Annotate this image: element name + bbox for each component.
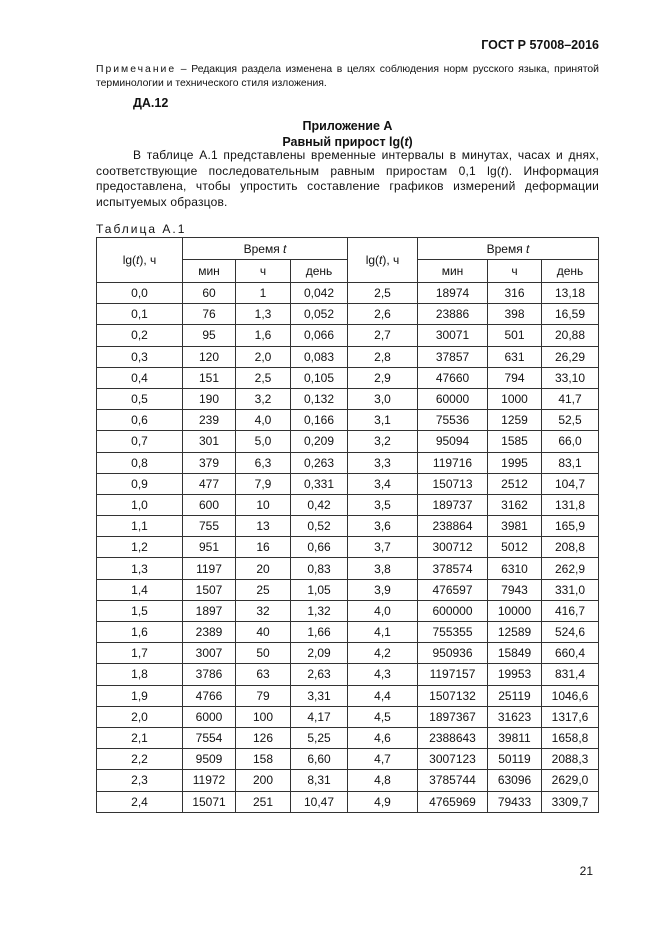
cell-lg-right: 2,8 xyxy=(348,346,418,367)
table-body xyxy=(97,283,599,813)
cell-min-right: 600000 xyxy=(418,600,488,621)
cell-lg-right: 4,9 xyxy=(348,791,418,812)
cell-lg-left: 2,3 xyxy=(97,770,183,791)
cell-hour-left: 32 xyxy=(236,600,291,621)
cell-day-left: 0,066 xyxy=(291,325,348,346)
cell-day-right: 20,88 xyxy=(542,325,599,346)
cell-min-left: 379 xyxy=(183,452,236,473)
cell-min-left: 120 xyxy=(183,346,236,367)
cell-day-left: 0,105 xyxy=(291,367,348,388)
cell-hour-right: 3981 xyxy=(488,516,542,537)
cell-hour-left: 50 xyxy=(236,643,291,664)
cell-lg-right: 4,5 xyxy=(348,706,418,727)
cell-day-left: 5,25 xyxy=(291,727,348,748)
cell-day-right: 831,4 xyxy=(542,664,599,685)
cell-day-left: 0,132 xyxy=(291,388,348,409)
cell-day-left: 0,042 xyxy=(291,283,348,304)
cell-min-left: 190 xyxy=(183,388,236,409)
cell-lg-left: 0,6 xyxy=(97,410,183,431)
table-row xyxy=(97,600,599,621)
cell-hour-left: 200 xyxy=(236,770,291,791)
cell-hour-right: 1259 xyxy=(488,410,542,431)
cell-lg-right: 3,4 xyxy=(348,473,418,494)
table-row xyxy=(97,431,599,452)
cell-day-right: 660,4 xyxy=(542,643,599,664)
cell-day-right: 131,8 xyxy=(542,494,599,515)
cell-min-left: 95 xyxy=(183,325,236,346)
cell-day-right: 66,0 xyxy=(542,431,599,452)
cell-lg-left: 0,4 xyxy=(97,367,183,388)
cell-min-right: 75536 xyxy=(418,410,488,431)
cell-min-right: 476597 xyxy=(418,579,488,600)
cell-day-left: 0,66 xyxy=(291,537,348,558)
cell-hour-left: 79 xyxy=(236,685,291,706)
cell-day-right: 3309,7 xyxy=(542,791,599,812)
cell-day-left: 8,31 xyxy=(291,770,348,791)
subtitle-var: t xyxy=(404,135,409,149)
cell-hour-left: 13 xyxy=(236,516,291,537)
cell-lg-left: 0,9 xyxy=(97,473,183,494)
table-row xyxy=(97,537,599,558)
cell-hour-right: 501 xyxy=(488,325,542,346)
table-row xyxy=(97,325,599,346)
cell-hour-right: 2512 xyxy=(488,473,542,494)
cell-day-right: 2629,0 xyxy=(542,770,599,791)
cell-min-left: 76 xyxy=(183,304,236,325)
cell-hour-left: 158 xyxy=(236,749,291,770)
cell-hour-right: 398 xyxy=(488,304,542,325)
cell-min-right: 1197157 xyxy=(418,664,488,685)
cell-min-right: 95094 xyxy=(418,431,488,452)
paragraph-part2: ). Информация предоставлена, чтобы упростить составление графиков измерений деформации испытуемых образцов. xyxy=(96,163,599,209)
cell-hour-right: 3162 xyxy=(488,494,542,515)
cell-lg-right: 2,9 xyxy=(348,367,418,388)
cell-day-right: 524,6 xyxy=(542,622,599,643)
header-min-right: мин xyxy=(418,260,488,283)
table-row xyxy=(97,727,599,748)
cell-min-left: 11972 xyxy=(183,770,236,791)
cell-lg-right: 3,0 xyxy=(348,388,418,409)
cell-lg-left: 0,7 xyxy=(97,431,183,452)
cell-min-right: 47660 xyxy=(418,367,488,388)
cell-hour-left: 25 xyxy=(236,579,291,600)
cell-hour-right: 7943 xyxy=(488,579,542,600)
note-label: Примечание xyxy=(96,64,177,75)
cell-min-right: 378574 xyxy=(418,558,488,579)
header-day-right: день xyxy=(542,260,599,283)
cell-lg-right: 4,3 xyxy=(348,664,418,685)
cell-min-left: 3007 xyxy=(183,643,236,664)
document-code: ГОСТ Р 57008–2016 xyxy=(481,38,599,52)
cell-min-left: 951 xyxy=(183,537,236,558)
table-row xyxy=(97,791,599,812)
cell-day-right: 1658,8 xyxy=(542,727,599,748)
cell-hour-right: 19953 xyxy=(488,664,542,685)
cell-min-right: 1507132 xyxy=(418,685,488,706)
cell-day-left: 2,09 xyxy=(291,643,348,664)
paragraph-part1: В таблице А.1 представлены временные интервалы в минутах, часах и днях, соответствующие последовательным равным приростам 0,1 lg( xyxy=(96,148,599,178)
cell-lg-left: 1,8 xyxy=(97,664,183,685)
cell-day-left: 6,60 xyxy=(291,749,348,770)
cell-lg-left: 1,9 xyxy=(97,685,183,706)
cell-min-right: 18974 xyxy=(418,283,488,304)
cell-lg-left: 0,5 xyxy=(97,388,183,409)
cell-hour-right: 10000 xyxy=(488,600,542,621)
cell-day-right: 33,10 xyxy=(542,367,599,388)
cell-min-right: 755355 xyxy=(418,622,488,643)
cell-min-right: 23886 xyxy=(418,304,488,325)
cell-lg-left: 1,7 xyxy=(97,643,183,664)
cell-min-left: 239 xyxy=(183,410,236,431)
cell-lg-left: 0,3 xyxy=(97,346,183,367)
cell-lg-right: 3,6 xyxy=(348,516,418,537)
cell-min-left: 151 xyxy=(183,367,236,388)
table-row xyxy=(97,685,599,706)
cell-day-left: 1,66 xyxy=(291,622,348,643)
cell-lg-right: 2,6 xyxy=(348,304,418,325)
cell-lg-left: 1,6 xyxy=(97,622,183,643)
cell-lg-right: 3,1 xyxy=(348,410,418,431)
cell-min-right: 300712 xyxy=(418,537,488,558)
table-row xyxy=(97,622,599,643)
cell-lg-right: 4,2 xyxy=(348,643,418,664)
cell-hour-right: 63096 xyxy=(488,770,542,791)
cell-min-left: 9509 xyxy=(183,749,236,770)
cell-lg-right: 4,7 xyxy=(348,749,418,770)
cell-min-right: 60000 xyxy=(418,388,488,409)
cell-min-right: 3007123 xyxy=(418,749,488,770)
cell-hour-right: 1585 xyxy=(488,431,542,452)
cell-hour-right: 316 xyxy=(488,283,542,304)
cell-day-left: 0,42 xyxy=(291,494,348,515)
cell-hour-right: 25119 xyxy=(488,685,542,706)
cell-hour-right: 12589 xyxy=(488,622,542,643)
cell-min-right: 4765969 xyxy=(418,791,488,812)
table-row xyxy=(97,304,599,325)
cell-lg-right: 3,5 xyxy=(348,494,418,515)
table-row xyxy=(97,770,599,791)
cell-min-right: 1897367 xyxy=(418,706,488,727)
cell-day-left: 0,83 xyxy=(291,558,348,579)
table-row xyxy=(97,579,599,600)
cell-hour-left: 63 xyxy=(236,664,291,685)
cell-hour-right: 1000 xyxy=(488,388,542,409)
cell-lg-right: 3,7 xyxy=(348,537,418,558)
cell-day-right: 26,29 xyxy=(542,346,599,367)
cell-min-left: 6000 xyxy=(183,706,236,727)
cell-hour-left: 20 xyxy=(236,558,291,579)
table-row xyxy=(97,410,599,431)
header-hour-right: ч xyxy=(488,260,542,283)
cell-day-left: 0,52 xyxy=(291,516,348,537)
cell-hour-left: 3,2 xyxy=(236,388,291,409)
page-number: 21 xyxy=(579,864,593,878)
cell-hour-left: 251 xyxy=(236,791,291,812)
table-row xyxy=(97,558,599,579)
cell-min-right: 950936 xyxy=(418,643,488,664)
cell-day-left: 0,209 xyxy=(291,431,348,452)
table-row xyxy=(97,473,599,494)
cell-day-left: 0,052 xyxy=(291,304,348,325)
cell-day-right: 104,7 xyxy=(542,473,599,494)
table-row xyxy=(97,494,599,515)
cell-min-left: 3786 xyxy=(183,664,236,685)
intro-paragraph xyxy=(96,148,599,210)
cell-hour-right: 6310 xyxy=(488,558,542,579)
editorial-note xyxy=(96,63,599,91)
cell-day-right: 331,0 xyxy=(542,579,599,600)
cell-lg-left: 1,3 xyxy=(97,558,183,579)
cell-hour-left: 40 xyxy=(236,622,291,643)
cell-hour-left: 1,3 xyxy=(236,304,291,325)
cell-day-left: 1,32 xyxy=(291,600,348,621)
appendix-title: Приложение А xyxy=(302,119,393,133)
time-intervals-table xyxy=(96,237,599,813)
cell-min-right: 119716 xyxy=(418,452,488,473)
cell-day-left: 0,083 xyxy=(291,346,348,367)
cell-min-right: 238864 xyxy=(418,516,488,537)
cell-day-left: 0,331 xyxy=(291,473,348,494)
cell-min-right: 150713 xyxy=(418,473,488,494)
cell-lg-right: 4,1 xyxy=(348,622,418,643)
cell-hour-left: 1,6 xyxy=(236,325,291,346)
cell-min-left: 1507 xyxy=(183,579,236,600)
cell-lg-left: 0,0 xyxy=(97,283,183,304)
cell-hour-right: 5012 xyxy=(488,537,542,558)
cell-hour-left: 4,0 xyxy=(236,410,291,431)
subtitle-prefix: Равный прирост lg( xyxy=(282,135,405,149)
cell-lg-left: 0,1 xyxy=(97,304,183,325)
header-day-left: день xyxy=(291,260,348,283)
cell-day-left: 1,05 xyxy=(291,579,348,600)
cell-day-right: 208,8 xyxy=(542,537,599,558)
cell-lg-left: 1,4 xyxy=(97,579,183,600)
cell-lg-right: 4,4 xyxy=(348,685,418,706)
header-time-right: Время t xyxy=(418,238,599,260)
cell-day-right: 262,9 xyxy=(542,558,599,579)
cell-lg-left: 0,8 xyxy=(97,452,183,473)
cell-day-left: 2,63 xyxy=(291,664,348,685)
cell-hour-left: 7,9 xyxy=(236,473,291,494)
header-hour-left: ч xyxy=(236,260,291,283)
cell-hour-right: 79433 xyxy=(488,791,542,812)
cell-lg-right: 4,0 xyxy=(348,600,418,621)
cell-hour-left: 6,3 xyxy=(236,452,291,473)
cell-hour-right: 1995 xyxy=(488,452,542,473)
cell-hour-left: 10 xyxy=(236,494,291,515)
cell-hour-left: 16 xyxy=(236,537,291,558)
cell-day-left: 0,166 xyxy=(291,410,348,431)
cell-hour-left: 2,5 xyxy=(236,367,291,388)
cell-lg-left: 2,2 xyxy=(97,749,183,770)
cell-day-right: 83,1 xyxy=(542,452,599,473)
note-text: – Редакция раздела изменена в целях соблюдения норм русского языка, принятой терминологии и технического стиля изложения. xyxy=(96,64,599,89)
cell-lg-right: 2,7 xyxy=(348,325,418,346)
table-row xyxy=(97,283,599,304)
cell-day-right: 13,18 xyxy=(542,283,599,304)
table-row xyxy=(97,388,599,409)
cell-min-left: 301 xyxy=(183,431,236,452)
cell-min-left: 600 xyxy=(183,494,236,515)
cell-min-left: 755 xyxy=(183,516,236,537)
subtitle-suffix: ) xyxy=(408,135,413,149)
cell-lg-right: 4,8 xyxy=(348,770,418,791)
cell-min-left: 1197 xyxy=(183,558,236,579)
cell-hour-left: 2,0 xyxy=(236,346,291,367)
table-row xyxy=(97,643,599,664)
table-row xyxy=(97,664,599,685)
paragraph-var: t xyxy=(501,163,505,178)
table-row xyxy=(97,367,599,388)
table-caption: Таблица А.1 xyxy=(96,222,187,236)
cell-min-left: 2389 xyxy=(183,622,236,643)
cell-lg-right: 4,6 xyxy=(348,727,418,748)
cell-lg-left: 1,5 xyxy=(97,600,183,621)
cell-lg-left: 1,1 xyxy=(97,516,183,537)
cell-hour-left: 126 xyxy=(236,727,291,748)
cell-lg-left: 2,4 xyxy=(97,791,183,812)
header-min-left: мин xyxy=(183,260,236,283)
cell-lg-right: 3,9 xyxy=(348,579,418,600)
cell-day-right: 416,7 xyxy=(542,600,599,621)
cell-lg-left: 2,1 xyxy=(97,727,183,748)
cell-day-left: 10,47 xyxy=(291,791,348,812)
cell-lg-left: 1,0 xyxy=(97,494,183,515)
cell-day-left: 4,17 xyxy=(291,706,348,727)
cell-day-left: 0,263 xyxy=(291,452,348,473)
cell-day-right: 1317,6 xyxy=(542,706,599,727)
cell-hour-left: 1 xyxy=(236,283,291,304)
cell-min-left: 15071 xyxy=(183,791,236,812)
cell-min-right: 37857 xyxy=(418,346,488,367)
table-row xyxy=(97,706,599,727)
cell-min-right: 3785744 xyxy=(418,770,488,791)
cell-day-right: 16,59 xyxy=(542,304,599,325)
cell-min-right: 189737 xyxy=(418,494,488,515)
table-row xyxy=(97,516,599,537)
table-row xyxy=(97,346,599,367)
cell-hour-right: 31623 xyxy=(488,706,542,727)
table-row xyxy=(97,452,599,473)
cell-min-right: 2388643 xyxy=(418,727,488,748)
header-lg-right: lg(t), ч xyxy=(348,238,418,283)
cell-lg-right: 3,2 xyxy=(348,431,418,452)
cell-min-left: 7554 xyxy=(183,727,236,748)
cell-day-right: 2088,3 xyxy=(542,749,599,770)
cell-lg-left: 2,0 xyxy=(97,706,183,727)
cell-hour-right: 50119 xyxy=(488,749,542,770)
cell-min-left: 4766 xyxy=(183,685,236,706)
cell-lg-right: 2,5 xyxy=(348,283,418,304)
cell-day-right: 52,5 xyxy=(542,410,599,431)
section-number: ДА.12 xyxy=(133,96,169,110)
cell-day-right: 165,9 xyxy=(542,516,599,537)
cell-hour-left: 100 xyxy=(236,706,291,727)
cell-lg-left: 0,2 xyxy=(97,325,183,346)
cell-hour-right: 631 xyxy=(488,346,542,367)
cell-hour-right: 15849 xyxy=(488,643,542,664)
cell-day-right: 41,7 xyxy=(542,388,599,409)
appendix-heading xyxy=(96,118,599,150)
header-lg-left: lg(t), ч xyxy=(97,238,183,283)
cell-min-right: 30071 xyxy=(418,325,488,346)
header-time-left: Время t xyxy=(183,238,348,260)
cell-lg-right: 3,8 xyxy=(348,558,418,579)
cell-day-left: 3,31 xyxy=(291,685,348,706)
cell-lg-right: 3,3 xyxy=(348,452,418,473)
cell-min-left: 477 xyxy=(183,473,236,494)
cell-hour-right: 794 xyxy=(488,367,542,388)
cell-lg-left: 1,2 xyxy=(97,537,183,558)
cell-hour-right: 39811 xyxy=(488,727,542,748)
cell-hour-left: 5,0 xyxy=(236,431,291,452)
cell-day-right: 1046,6 xyxy=(542,685,599,706)
cell-min-left: 1897 xyxy=(183,600,236,621)
cell-min-left: 60 xyxy=(183,283,236,304)
table-row xyxy=(97,749,599,770)
